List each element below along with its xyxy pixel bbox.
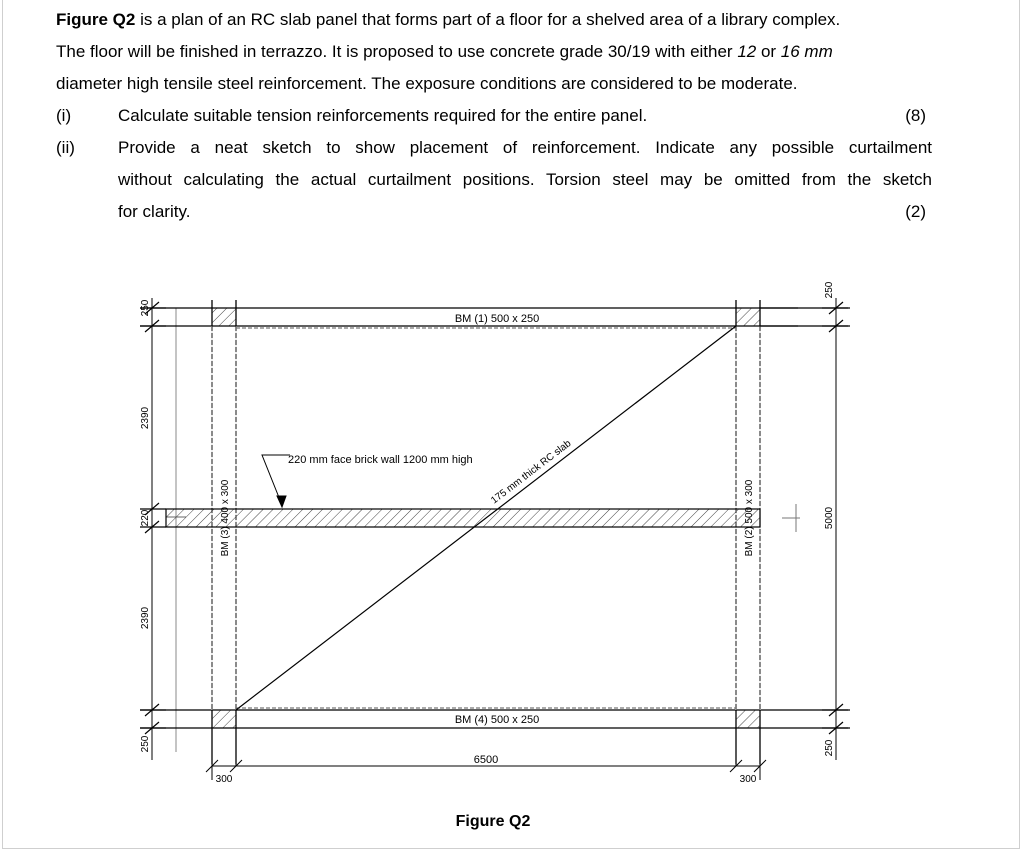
left-dimension-chain [140, 298, 186, 760]
figure-caption: Figure Q2 [455, 813, 531, 830]
part-marks: (8) [905, 106, 926, 125]
wall-leader [262, 455, 290, 507]
part-number: (i) [56, 106, 72, 125]
dim-right-250-top: 250 [824, 281, 835, 299]
column-bottom-left [212, 710, 236, 728]
dim-support-left-300: 300 [215, 774, 233, 785]
dim-right-250-bottom: 250 [824, 739, 835, 757]
column-top-right [736, 308, 760, 326]
dim-left-2390-top: 2390 [140, 406, 151, 430]
label-beam-2: BM (2) 500 x 300 [744, 479, 755, 557]
dim-left-220: 220 [140, 509, 151, 527]
dim-support-right-300: 300 [739, 774, 757, 785]
label-beam-1: BM (1) 500 x 250 [454, 313, 540, 325]
part-text: Calculate suitable tension reinforcements required for the entire panel. [118, 106, 648, 125]
dim-left-250-top: 250 [140, 299, 151, 317]
part-text: without calculating the actual curtailment positions. Torsion steel may be omitted from the sketch [118, 170, 932, 189]
dim-left-250-bottom: 250 [140, 735, 151, 753]
figure-ref: Figure Q2 [56, 10, 136, 29]
part-number: (ii) [56, 138, 75, 157]
dim-left-2390-bottom: 2390 [140, 606, 151, 630]
label-beam-4: BM (4) 500 x 250 [454, 714, 540, 726]
label-beam-3: BM (3) 400 x 300 [220, 479, 231, 557]
dim-span-6500: 6500 [473, 754, 499, 766]
label-slab: 175 mm thick RC slab [489, 438, 574, 507]
intro-line-3: diameter high tensile steel reinforcement. The exposure conditions are considered to be moderate. [56, 74, 798, 93]
dim-right-5000: 5000 [824, 506, 835, 530]
intro-line-1: Figure Q2 is a plan of an RC slab panel that forms part of a floor for a shelved area of a library complex. [56, 10, 841, 29]
part-text: for clarity. [118, 202, 191, 221]
column-bottom-right [736, 710, 760, 728]
right-dimension-chain [782, 298, 850, 760]
column-top-left [212, 308, 236, 326]
part-marks: (2) [905, 202, 926, 221]
part-text: Provide a neat sketch to show placement of reinforcement. Indicate any possible curtailment [118, 138, 932, 157]
label-wall: 220 mm face brick wall 1200 mm high [288, 454, 473, 466]
brick-wall [166, 509, 760, 527]
intro-line-2: The floor will be finished in terrazzo. It is proposed to use concrete grade 30/19 with either 12 or 16 mm [56, 42, 833, 61]
